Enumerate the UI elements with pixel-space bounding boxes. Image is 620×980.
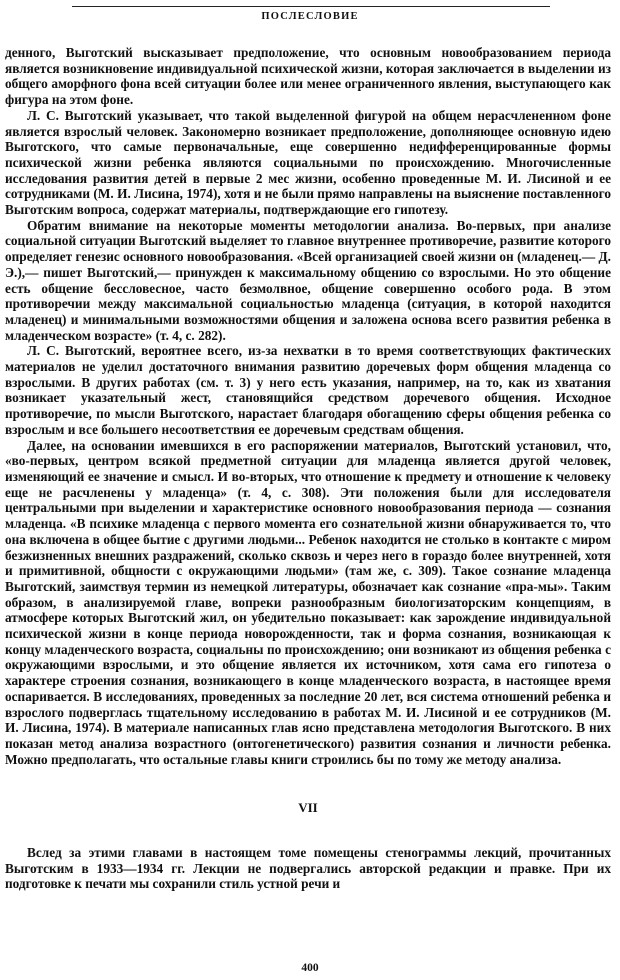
page-number: 400 — [301, 962, 319, 974]
paragraph: Л. С. Выготский указывает, что такой выделенной фигурой на общем нерасчлененном фоне является взрослый человек. Закономерно возникает предположение, дополняющее основную идею Выготского, что самые первоначальные, еще совершенно недифференцированные формы психической жизни ребенка являются социальными по происхождению. Многочисленные исследования развития детей в первые 2 мес жизни, особенно проведенные М. И. Лисиной и ее сотрудниками (М. И. Лисина, 1974), хотя и не были прямо направлены на выяснение поставленного Выготским вопроса, содержат материалы, подтверждающие его гипотезу. — [5, 107, 611, 218]
page-body — [5, 45, 611, 892]
section-paragraph: Вслед за этими главами в настоящем томе помещены стенограммы лекций, прочитанных Выготским в 1933—1934 гг. Лекции не подвергались авторской редакции и правке. При их подготовке к печати мы сохранили стиль устной речи и — [5, 845, 611, 892]
running-title: ПОСЛЕСЛОВИЕ — [261, 11, 359, 22]
section-heading: VII — [298, 800, 318, 816]
paragraph: Л. С. Выготский, вероятнее всего, из-за нехватки в то время соответствующих фактических материалов не уделил достаточного внимания развитию доречевых форм общения младенца со взрослыми. В других работах (см. т. 3) у него есть указания, например, на то, как из хватания возникает указательный жест, становящийся средством доречевого общения. Исходное противоречие, по мысли Выготского, нарастает благодаря обогащению сферы общения ребенка со взрослым и все большего несоответствия ее доречевым средствам общения. — [5, 343, 611, 437]
paragraph: Далее, на основании имевшихся в его распоряжении материалов, Выготский установил, что, «во-первых, центром всякой предметной ситуации для младенца является другой человек, изменяющий ее значение и смысл. И во-вторых, что отношение к предмету и отношение к человеку еще не расчленены у младенца» (т. 4, с. 308). Эти положения были для исследователя центральными при выделении и характеристике основного новообразования периода — сознания младенца. «В психике младенца с первого момента его сознательной жизни обнаруживается то, что она включена в общее бытие с другими людьми... Ребенок находится не столько в контакте с миром безжизненных внешних раздражений, сколько сквозь и через него в гораздо более внутренней, хотя и примитивной, общности с окружающими людьми» (там же, с. 309). Такое сознание младенца Выготский, заимствуя термин из немецкой литературы, обозначает как сознание «пра-мы». Таким образом, в анализируемой главе, вопреки разнообразным биологизаторским концепциям, в атмосфере которых Выготский жил, он убедительно показывает: как зарождение индивидуальной психической жизни в конце периода новорожденности, так и форма сознания, возникающая к концу младенческого возраста, социальны по происхождению; они возникают из общения ребенка с окружающими взрослыми, и это общение является их источником, хотя сама его гипотеза о характере строения сознания, возникающего в конце младенческого возраста, в настоящее время оспаривается. В исследованиях, проведенных за последние 20 лет, вся система отношений ребенка и взрослого подверглась тщательному исследованию в работах М. И. Лисиной и ее сотрудников (М. И. Лисина, 1974). В материале написанных глав ясно представлена методология Выготского. В них показан метод анализа возрастного (онтогенетического) развития сознания и личности ребенка. Можно предполагать, что остальные главы книги строились бы по тому же методу анализа. — [5, 437, 611, 767]
paragraph: Обратим внимание на некоторые моменты методологии анализа. Во-первых, при анализе социальной ситуации Выготский выделяет то главное внутреннее противоречие, развитие которого определяет генезис основного новообразования. «Всей организацией своей жизни он (младенец.— Д. Э.),— пишет Выготский,— принужден к максимальному общению со взрослыми. Но это общение есть общение бессловесное, часто безмолвное, общение совершенно особого рода. В этом противоречии между максимальной социальностью младенца (ситуация, в которой находится младенец) и минимальными возможностями общения и заложена основа всего развития ребенка в младенческом возрасте» (т. 4, с. 282). — [5, 217, 611, 343]
paragraph-continued: денного, Выготский высказывает предположение, что основным новообразованием периода является возникновение индивидуальной психической жизни, которая заключается в выделении из общего аморфного фона всей ситуации более или менее ограниченного явления, выступающего как фигура на этом фоне. — [5, 45, 611, 108]
header-rule — [72, 6, 550, 7]
